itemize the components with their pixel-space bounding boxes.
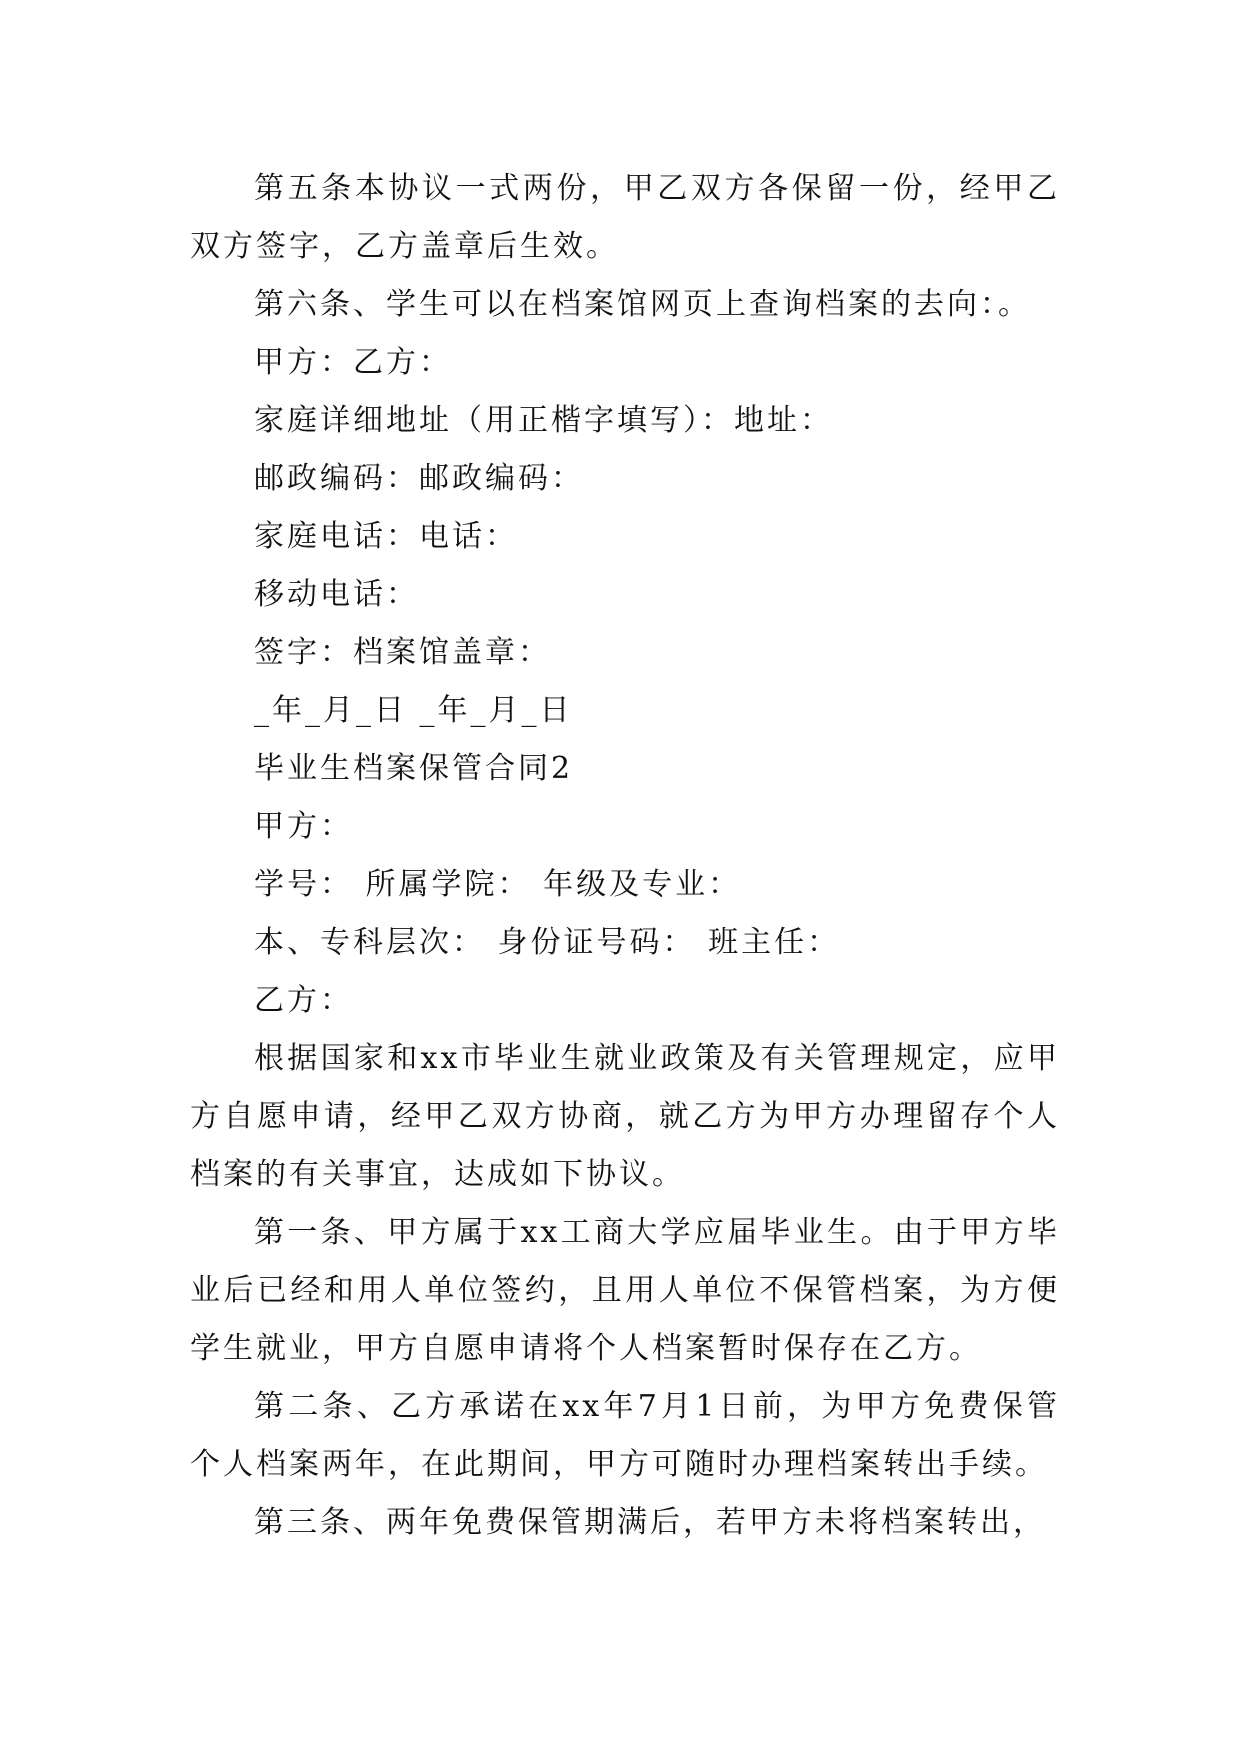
preamble-paragraph: 根据国家和xx市毕业生就业政策及有关管理规定，应甲方自愿申请，经甲乙双方协商，就乙方为甲方办理留存个人档案的有关事宜，达成如下协议。 <box>190 1041 1060 1192</box>
address-line: 家庭详细地址（用正楷字填写）：地址： <box>254 403 833 438</box>
postcode-line: 邮政编码：邮政编码： <box>254 461 584 496</box>
document-body <box>190 160 1060 1552</box>
id-info-line: 本、专科层次： 身份证号码： 班主任： <box>254 925 841 960</box>
contract-title: 毕业生档案保管合同2 <box>254 751 574 786</box>
mobile-phone-line: 移动电话： <box>254 577 419 612</box>
party-a-line: 甲方： <box>254 809 353 844</box>
party-line: 甲方：乙方： <box>254 345 452 380</box>
clause-2-paragraph: 第二条、乙方承诺在xx年7月1日前，为甲方免费保管个人档案两年，在此期间，甲方可随时办理档案转出手续。 <box>190 1389 1060 1482</box>
student-info-line: 学号： 所属学院： 年级及专业： <box>254 867 742 902</box>
home-phone-line: 家庭电话：电话： <box>254 519 518 554</box>
clause-6-paragraph: 第六条、学生可以在档案馆网页上查询档案的去向：。 <box>254 287 1031 322</box>
date-line: _年_月_日 _年_月_日 <box>254 693 573 728</box>
clause-1-paragraph: 第一条、甲方属于xx工商大学应届毕业生。由于甲方毕业后已经和用人单位签约，且用人单位不保管档案，为方便学生就业，甲方自愿申请将个人档案暂时保存在乙方。 <box>190 1215 1060 1366</box>
party-b-line: 乙方： <box>254 983 353 1018</box>
clause-3-paragraph: 第三条、两年免费保管期满后，若甲方未将档案转出， <box>254 1505 1046 1540</box>
signature-line: 签字：档案馆盖章： <box>254 635 551 670</box>
clause-5-paragraph: 第五条本协议一式两份，甲乙双方各保留一份，经甲乙双方签字，乙方盖章后生效。 <box>190 171 1060 264</box>
